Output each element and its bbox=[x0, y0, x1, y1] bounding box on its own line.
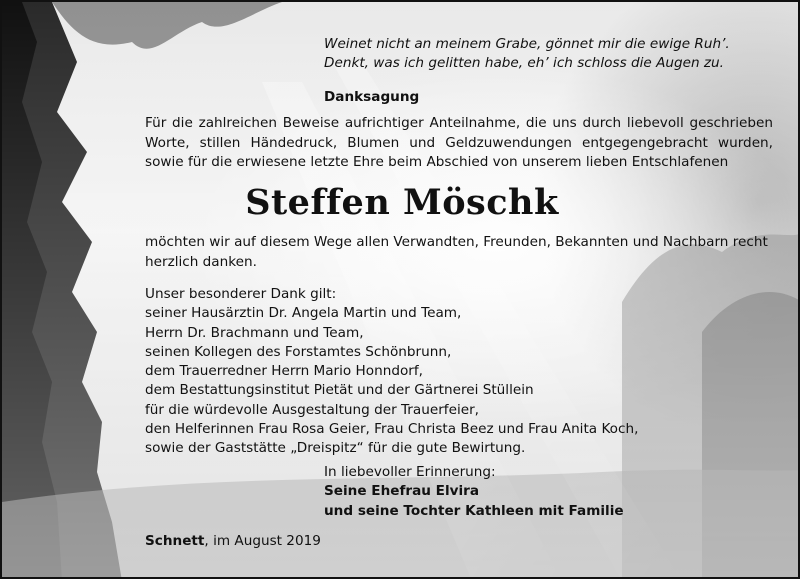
deceased-name: Steffen Möschk bbox=[245, 182, 559, 223]
place-date-footer bbox=[145, 532, 321, 551]
motto-line-1: Weinet nicht an meinem Grabe, gönnet mir die ewige Ruh’. bbox=[324, 36, 730, 52]
special-thanks-item: Herrn Dr. Brachmann und Team, bbox=[145, 324, 364, 341]
motto-verse bbox=[324, 35, 730, 73]
signature-line-2: und seine Tochter Kathleen mit Familie bbox=[324, 502, 624, 519]
special-thanks-heading: Unser besonderer Dank gilt: bbox=[145, 286, 337, 302]
intro-line-3: sowie für die erwiesene letzte Ehre beim Abschied von unserem lieben Entschlafenen bbox=[145, 154, 729, 170]
place-name: Schnett bbox=[145, 533, 205, 549]
date-text: , im August 2019 bbox=[204, 533, 321, 549]
thanks-line-1: möchten wir auf diesem Wege allen Verwandten, Freunden, Bekannten und Nachbarn recht bbox=[145, 234, 768, 250]
intro-line-2: Worte, stillen Händedruck, Blumen und Geldzuwendungen entgegengebracht wurden, bbox=[145, 134, 773, 151]
special-thanks-list bbox=[145, 285, 638, 459]
special-thanks-item: dem Trauerredner Herrn Mario Honndorf, bbox=[145, 363, 423, 380]
thanks-paragraph bbox=[145, 233, 773, 272]
special-thanks-item: dem Bestattungsinstitut Pietät und der Gärtnerei Stüllein bbox=[145, 382, 534, 399]
special-thanks-item: den Helferinnen Frau Rosa Geier, Frau Christa Beez und Frau Anita Koch, bbox=[145, 421, 639, 438]
memory-intro: In liebevoller Erinnerung: bbox=[324, 464, 496, 480]
special-thanks-item: seinen Kollegen des Forstamtes Schönbrunn, bbox=[145, 343, 452, 360]
intro-line-1: Für die zahlreichen Beweise aufrichtiger Anteilnahme, die uns durch liebevoll geschrieben bbox=[145, 115, 773, 131]
special-thanks-item: sowie der Gaststätte „Dreispitz“ für die gute Bewirtung. bbox=[145, 440, 526, 457]
signature-line-1: Seine Ehefrau Elvira bbox=[324, 483, 480, 500]
motto-line-2: Denkt, was ich gelitten habe, eh’ ich schloss die Augen zu. bbox=[324, 55, 724, 71]
intro-paragraph bbox=[145, 114, 773, 173]
thanks-line-2: herzlich danken. bbox=[145, 253, 257, 270]
heading-danksagung: Danksagung bbox=[324, 89, 420, 105]
special-thanks-item: für die würdevolle Ausgestaltung der Trauerfeier, bbox=[145, 401, 479, 418]
special-thanks-item: seiner Hausärztin Dr. Angela Martin und Team, bbox=[145, 305, 462, 322]
memory-signature bbox=[324, 463, 624, 521]
